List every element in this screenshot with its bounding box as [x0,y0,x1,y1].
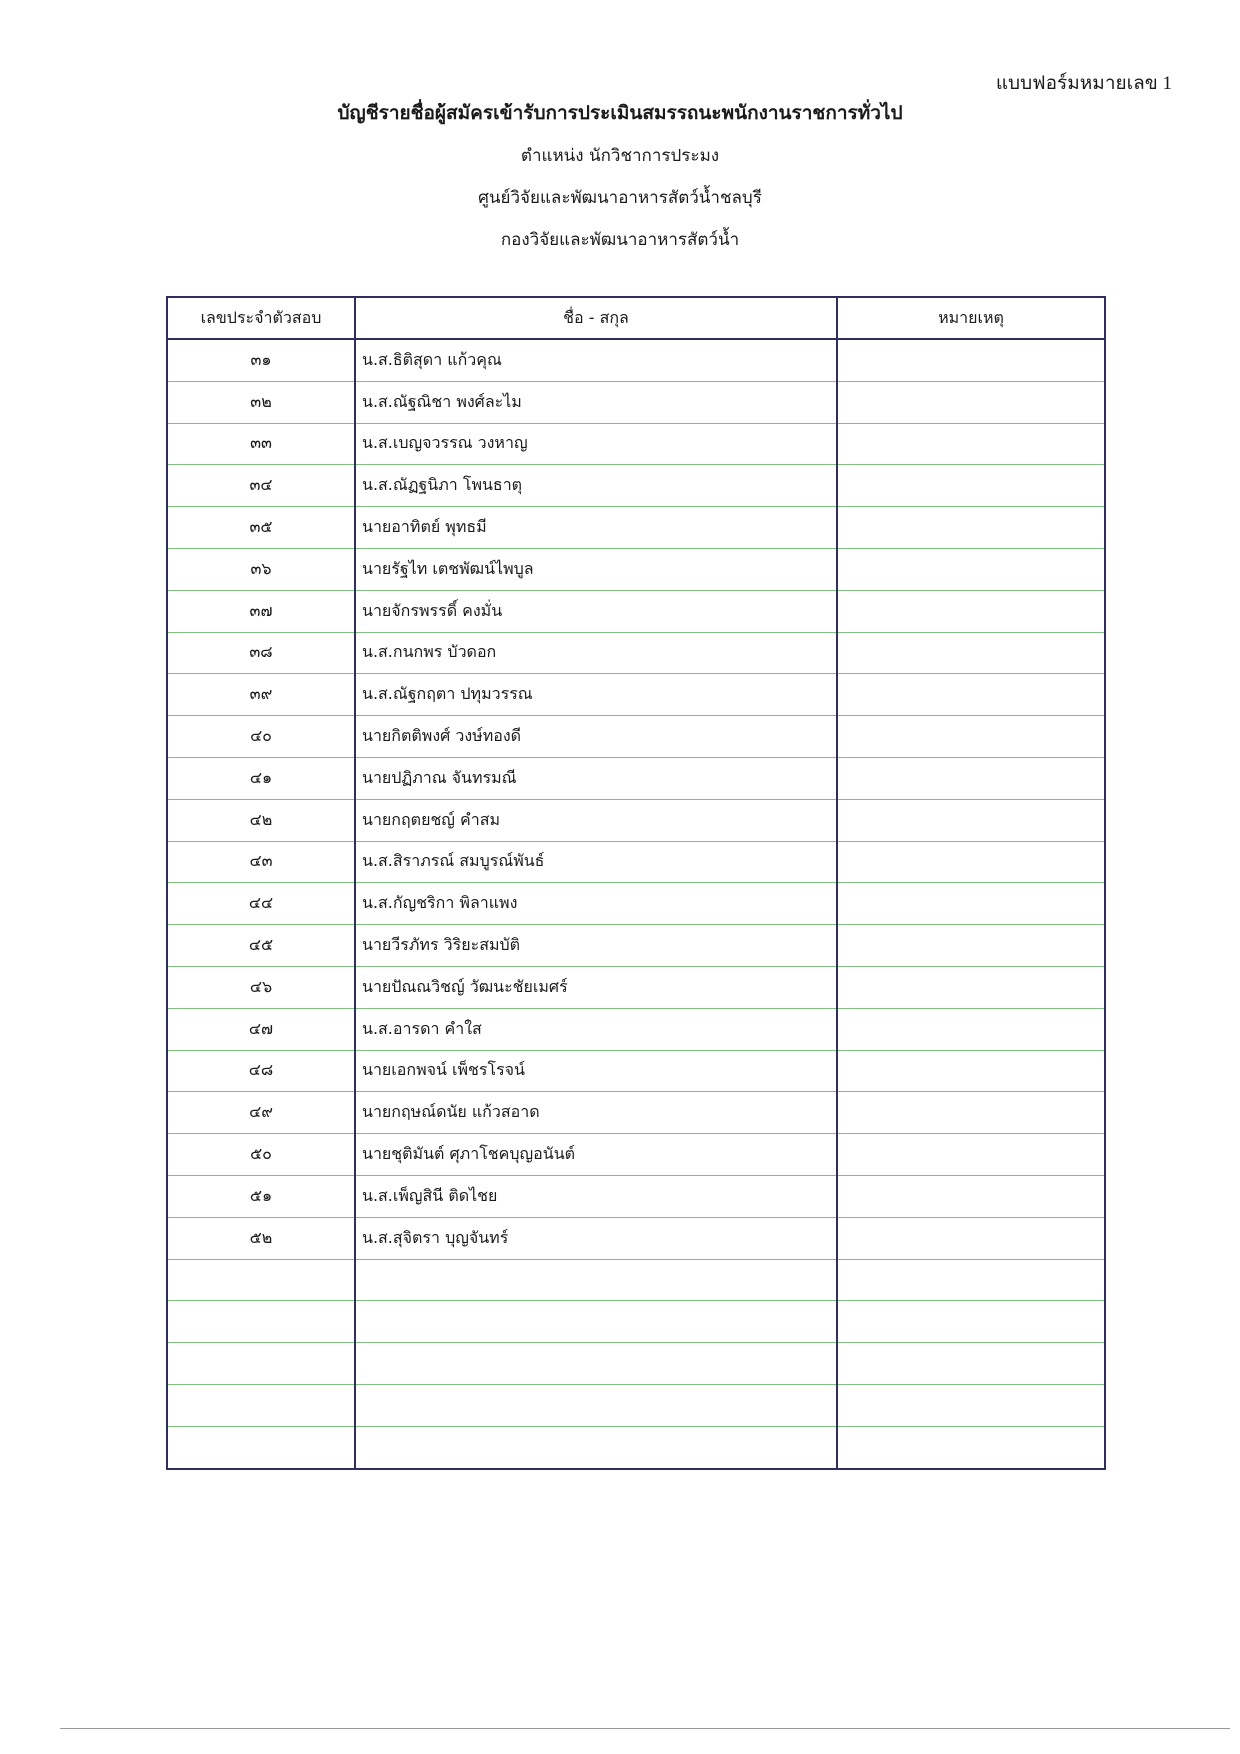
candidate-name-cell: น.ส.เบญจวรรณ วงหาญ [355,423,837,465]
table-row [167,381,1105,423]
remark-cell [837,716,1105,758]
candidate-name-cell: น.ส.ณัฏฐนิภา โพนธาตุ [355,465,837,507]
table-row [167,1008,1105,1050]
candidate-name-cell: นายปฏิภาณ จันทรมณี [355,757,837,799]
candidate-name-cell: นายกิตติพงศ์ วงษ์ทองดี [355,716,837,758]
candidate-name-cell: นายวีรภัทร วิริยะสมบัติ [355,925,837,967]
exam-id-cell: ๕๑ [167,1175,355,1217]
candidate-table [166,296,1106,1470]
table-row [167,339,1105,381]
candidate-name-cell: น.ส.สิราภรณ์ สมบูรณ์พันธ์ [355,841,837,883]
table-header-row [167,297,1105,339]
candidate-name-cell: น.ส.ณัฐณิชา พงศ์ละไม [355,381,837,423]
table-row [167,1134,1105,1176]
candidate-name-cell [355,1301,837,1343]
remark-cell [837,1175,1105,1217]
remark-cell [837,1301,1105,1343]
candidate-name-cell [355,1343,837,1385]
header-full-name: ชื่อ - สกุล [355,297,837,339]
exam-id-cell: ๔๔ [167,883,355,925]
candidate-name-cell: นายกฤษณ์ดนัย แก้วสอาด [355,1092,837,1134]
remark-cell [837,1343,1105,1385]
table-row [167,1259,1105,1301]
table-row [167,423,1105,465]
remark-cell [837,1050,1105,1092]
remark-cell [837,465,1105,507]
exam-id-cell: ๓๖ [167,548,355,590]
candidate-name-cell [355,1384,837,1426]
exam-id-cell: ๔๗ [167,1008,355,1050]
candidate-name-cell: น.ส.กัญชริกา พิลาแพง [355,883,837,925]
table-row [167,1343,1105,1385]
table-row [167,674,1105,716]
exam-id-cell [167,1426,355,1468]
exam-id-cell: ๓๒ [167,381,355,423]
table-row [167,757,1105,799]
exam-id-cell: ๔๙ [167,1092,355,1134]
exam-id-cell: ๔๘ [167,1050,355,1092]
candidate-name-cell: นายเอกพจน์ เพ็ชรโรจน์ [355,1050,837,1092]
table-row [167,716,1105,758]
page-bottom-rule [60,1728,1230,1729]
table-row [167,507,1105,549]
exam-id-cell [167,1259,355,1301]
exam-id-cell: ๔๓ [167,841,355,883]
table-row [167,632,1105,674]
candidate-name-cell: นายอาทิตย์ พุทธมี [355,507,837,549]
candidate-name-cell: นายจักรพรรดิ์ คงมั่น [355,590,837,632]
remark-cell [837,507,1105,549]
exam-id-cell [167,1384,355,1426]
division-name: กองวิจัยและพัฒนาอาหารสัตว์น้ำ [500,230,740,250]
candidate-name-cell: น.ส.สุจิตรา บุญจันทร์ [355,1217,837,1259]
center-name: ศูนย์วิจัยและพัฒนาอาหารสัตว์น้ำชลบุรี [478,188,762,208]
candidate-name-cell: นายกฤตยชญ์ คำสม [355,799,837,841]
remark-cell [837,339,1105,381]
remark-cell [837,381,1105,423]
header-exam-id: เลขประจำตัวสอบ [167,297,355,339]
exam-id-cell: ๔๖ [167,966,355,1008]
candidate-name-cell: น.ส.ธิติสุดา แก้วคุณ [355,339,837,381]
remark-cell [837,1217,1105,1259]
document-title: บัญชีรายชื่อผู้สมัครเข้ารับการประเมินสมรรถนะพนักงานราชการทั่วไป [337,102,903,124]
remark-cell [837,423,1105,465]
exam-id-cell: ๓๙ [167,674,355,716]
table-row [167,883,1105,925]
candidate-name-cell: น.ส.ณัฐกฤตา ปทุมวรรณ [355,674,837,716]
candidate-name-cell: นายรัฐไท เตชพัฒน์ไพบูล [355,548,837,590]
table-body [167,339,1105,1469]
table-row [167,1384,1105,1426]
exam-id-cell [167,1343,355,1385]
position-line: ตำแหน่ง นักวิชาการประมง [520,146,720,166]
exam-id-cell: ๔๕ [167,925,355,967]
exam-id-cell: ๓๑ [167,339,355,381]
table-row [167,1301,1105,1343]
remark-cell [837,548,1105,590]
table-row [167,1175,1105,1217]
remark-cell [837,1008,1105,1050]
remark-cell [837,674,1105,716]
table-row [167,465,1105,507]
table-row [167,1050,1105,1092]
remark-cell [837,1259,1105,1301]
exam-id-cell: ๓๓ [167,423,355,465]
remark-cell [837,925,1105,967]
candidate-name-cell: น.ส.เพ็ญสินี ติดไชย [355,1175,837,1217]
table-row [167,841,1105,883]
remark-cell [837,590,1105,632]
remark-cell [837,1426,1105,1468]
table-row [167,799,1105,841]
exam-id-cell: ๓๔ [167,465,355,507]
remark-cell [837,883,1105,925]
table-row [167,590,1105,632]
candidate-name-cell: น.ส.กนกพร บัวดอก [355,632,837,674]
candidate-name-cell [355,1426,837,1468]
candidate-name-cell: นายชุติมันต์ ศุภาโชคบุญอนันต์ [355,1134,837,1176]
table-row [167,966,1105,1008]
exam-id-cell: ๕๒ [167,1217,355,1259]
exam-id-cell: ๔๒ [167,799,355,841]
table-row [167,1426,1105,1468]
remark-cell [837,632,1105,674]
table-row [167,1092,1105,1134]
remark-cell [837,1384,1105,1426]
exam-id-cell: ๓๕ [167,507,355,549]
remark-cell [837,799,1105,841]
remark-cell [837,1092,1105,1134]
exam-id-cell: ๕๐ [167,1134,355,1176]
exam-id-cell [167,1301,355,1343]
table-row [167,548,1105,590]
table-row [167,1217,1105,1259]
remark-cell [837,841,1105,883]
candidate-name-cell: น.ส.อารดา คำใส [355,1008,837,1050]
candidate-name-cell: นายปัณณวิชญ์ วัฒนะชัยเมศร์ [355,966,837,1008]
exam-id-cell: ๔๐ [167,716,355,758]
exam-id-cell: ๔๑ [167,757,355,799]
header-remarks: หมายเหตุ [837,297,1105,339]
remark-cell [837,757,1105,799]
remark-cell [837,966,1105,1008]
remark-cell [837,1134,1105,1176]
candidate-name-cell [355,1259,837,1301]
table-row [167,925,1105,967]
exam-id-cell: ๓๗ [167,590,355,632]
form-number: แบบฟอร์มหมายเลข 1 [995,73,1172,94]
exam-id-cell: ๓๘ [167,632,355,674]
